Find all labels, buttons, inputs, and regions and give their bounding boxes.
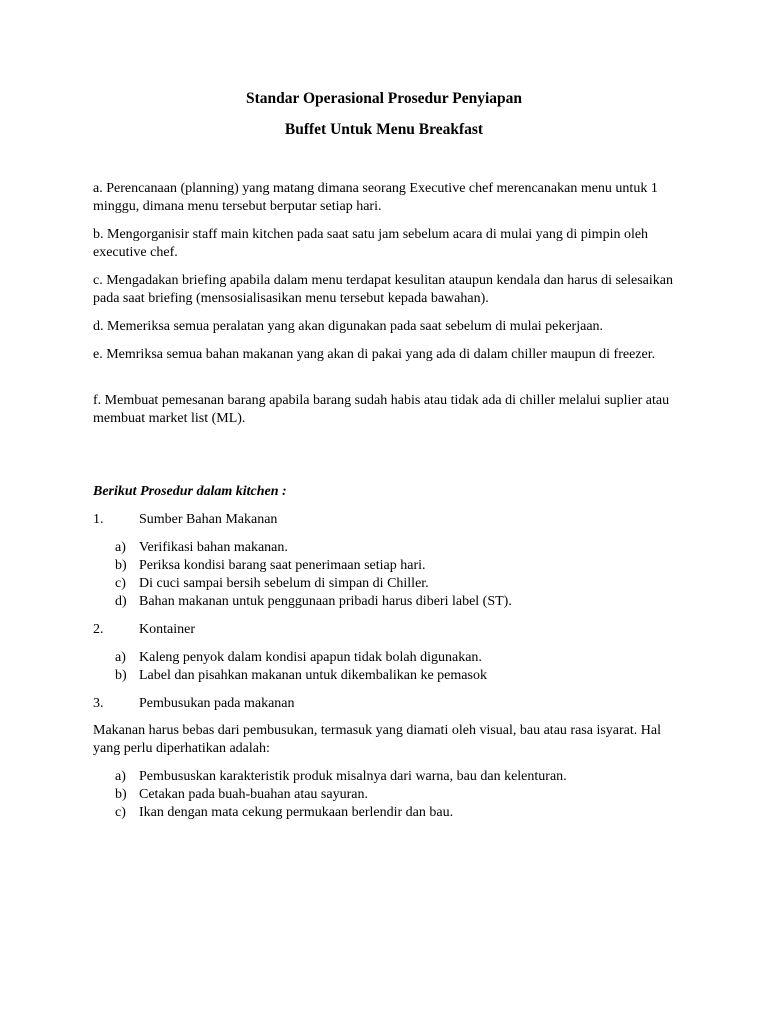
list-item-text: Cetakan pada buah-buahan atau sayuran. [139,787,368,802]
section-1-heading [93,511,277,529]
list-item [115,667,487,685]
section-1-list [115,539,512,611]
section-3-intro: Makanan harus bebas dari pembusukan, termasuk yang diamati oleh visual, bau atau rasa isyarat. Hal yang perlu diperhatikan adalah: [93,723,661,756]
section-number: 3. [93,696,104,711]
list-item [115,804,567,822]
section-title: Sumber Bahan Makanan [139,512,278,527]
list-marker: d) [115,594,127,609]
section-2-list [115,649,487,685]
list-item [115,593,512,611]
list-marker: b) [115,668,127,683]
list-item [115,575,512,593]
section-title: Pembusukan pada makanan [139,696,295,711]
list-item [115,557,512,575]
list-item [115,768,567,786]
list-item [115,539,512,557]
paragraph-b: b. Mengorganisir staff main kitchen pada saat satu jam sebelum acara di mulai yang di pimpin oleh executive chef. [93,227,649,260]
paragraph-c: c. Mengadakan briefing apabila dalam menu terdapat kesulitan ataupun kendala dan harus di selesaikan pada saat briefing (mensosialisasikan menu tersebut kepada bawahan). [93,273,674,306]
list-item-text: Kaleng penyok dalam kondisi apapun tidak bolah digunakan. [139,650,482,665]
list-item [115,786,567,804]
list-item-text: Di cuci sampai bersih sebelum di simpan di Chiller. [139,576,429,591]
paragraph-f: f. Membuat pemesanan barang apabila barang sudah habis atau tidak ada di chiller melalui suplier atau membuat market list (ML). [93,393,670,426]
section-title: Kontainer [139,622,195,637]
list-marker: a) [115,650,126,665]
paragraph-e: e. Memriksa semua bahan makanan yang akan di pakai yang ada di dalam chiller maupun di freezer. [93,347,656,362]
document-title-line2: Buffet Untuk Menu Breakfast [284,121,484,138]
list-marker: a) [115,769,126,784]
list-item-text: Verifikasi bahan makanan. [139,540,288,555]
section-2-heading [93,621,195,639]
paragraph-a: a. Perencanaan (planning) yang matang dimana seorang Executive chef merencanakan menu untuk 1 minggu, dimana menu tersebut berputar setiap hari. [93,181,658,214]
list-marker: c) [115,576,126,591]
paragraph-d: d. Memeriksa semua peralatan yang akan digunakan pada saat sebelum di mulai pekerjaan. [93,319,604,334]
list-item-text: Bahan makanan untuk penggunaan pribadi harus diberi label (ST). [139,594,512,609]
list-marker: b) [115,558,127,573]
document-title-line1: Standar Operasional Prosedur Penyiapan [245,90,523,107]
list-item-text: Pembususkan karakteristik produk misalnya dari warna, bau dan kelenturan. [139,769,567,784]
list-item-text: Periksa kondisi barang saat penerimaan setiap hari. [139,558,426,573]
section-3-list [115,768,567,822]
section-number: 1. [93,512,104,527]
procedure-heading: Berikut Prosedur dalam kitchen : [93,484,287,499]
list-marker: b) [115,787,127,802]
section-number: 2. [93,622,104,637]
list-item-text: Label dan pisahkan makanan untuk dikembalikan ke pemasok [139,668,487,683]
list-marker: c) [115,805,126,820]
list-item [115,649,487,667]
section-3-heading [93,695,295,713]
list-marker: a) [115,540,126,555]
list-item-text: Ikan dengan mata cekung permukaan berlendir dan bau. [139,805,454,820]
